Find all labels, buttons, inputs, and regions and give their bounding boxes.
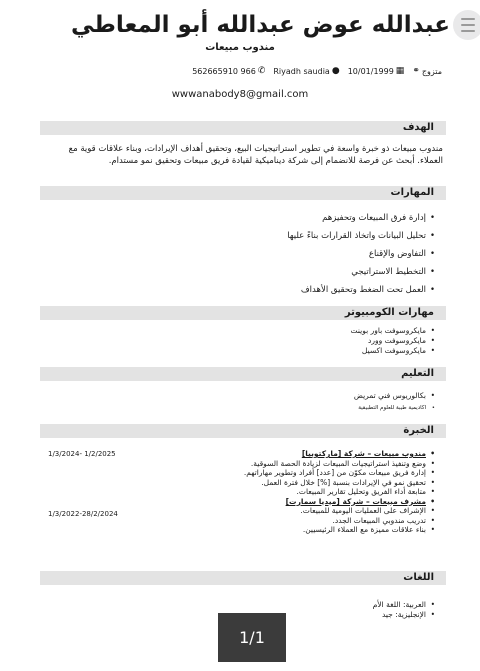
location-text: Riyadh saudia xyxy=(273,66,330,76)
email-link[interactable]: wwwanabody8@gmail.com xyxy=(171,89,309,100)
list-item: • مايكروسوفت باور بوينت xyxy=(135,326,435,336)
list-item: • العمل تحت الضغط وتحقيق الأهداف xyxy=(135,281,435,299)
education-degree: • بكالوريوس فني تمريض xyxy=(135,390,435,402)
location-pin-icon: ● xyxy=(331,66,340,76)
job-role: • مندوب مبيعات – شركة [ماركتوبيا] xyxy=(75,449,435,459)
section-objective: الهدف xyxy=(40,121,446,135)
page-indicator: 1/1 xyxy=(218,613,286,662)
education-list xyxy=(135,390,435,414)
computer-skills-list xyxy=(135,326,435,356)
list-item: • إدارة فرق المبيعات وتحفيزهم xyxy=(135,209,435,227)
list-item: • متابعة أداء الفريق وتحليل تقارير المبيعات. xyxy=(75,487,435,497)
list-item: • بناء علاقات مميزة مع العملاء الرئيسيين. xyxy=(75,525,435,535)
menu-icon[interactable] xyxy=(453,10,480,40)
list-item: • مايكروسوفت اكسيل xyxy=(135,346,435,356)
job-role: • مشرف مبيعات – شركة [ميديا سمارت] xyxy=(75,497,435,507)
list-item: • الإنجليزية: جيد xyxy=(135,610,435,620)
skills-list xyxy=(135,209,435,299)
list-item: • الإشراف على العمليات اليومية للمبيعات. xyxy=(75,506,435,516)
list-item: • تحليل البيانات واتخاذ القرارات بناءً عليها xyxy=(135,227,435,245)
section-education: التعليم xyxy=(40,367,446,381)
contact-row xyxy=(180,66,442,76)
marital-status xyxy=(412,66,442,76)
education-school: • اكاديمية طيبة للعلوم التطبيقية xyxy=(135,402,435,414)
phone-icon: ✆ xyxy=(257,66,266,76)
rings-icon: ⚭ xyxy=(412,66,420,76)
birthdate xyxy=(348,66,405,76)
job-dates: 1/3/2024- 1/2/2025 xyxy=(48,450,116,458)
candidate-name: عبدالله عوض عبدالله أبو المعاطي xyxy=(70,12,450,38)
objective-text: مندوب مبيعات ذو خبرة واسعة في تطوير استراتيجيات البيع، وتحقيق أهداف الإيرادات، وبناء علاقات قوية مع العملاء. أبحث عن فرصة للانضمام إلى شركة ديناميكية لقيادة فريق مبيعات وتحقيق نمو مستدام. xyxy=(68,144,443,166)
section-skills: المهارات xyxy=(40,186,446,200)
calendar-icon: ▦ xyxy=(395,66,405,76)
phone-text: 966 562665910 xyxy=(192,66,256,76)
list-item: • التفاوض والإقناع xyxy=(135,245,435,263)
job-dates: 1/3/2022-28/2/2024 xyxy=(48,510,118,518)
list-item: • وضع وتنفيذ استراتيجيات المبيعات لزيادة الحصة السوقية. xyxy=(75,459,435,469)
experience-list xyxy=(75,449,435,535)
location xyxy=(273,66,339,76)
list-item: • التخطيط الاستراتيجي xyxy=(135,263,435,281)
birthdate-text: 10/01/1999 xyxy=(347,66,394,76)
section-languages: اللغات xyxy=(40,571,446,585)
list-item: • إدارة فريق مبيعات مكوّن من [عدد] أفراد وتطوير مهاراتهم. xyxy=(75,468,435,478)
marital-status-text: متزوج xyxy=(421,66,442,76)
list-item: • مايكروسوفت وورد xyxy=(135,336,435,346)
section-computer-skills: مهارات الكومبيوتر xyxy=(40,306,446,320)
list-item: • تحقيق نمو في الإيرادات بنسبة [%] خلال فترة العمل. xyxy=(75,478,435,488)
list-item: • العربية: اللغة الأم xyxy=(135,600,435,610)
list-item: • تدريب مندوبي المبيعات الجدد. xyxy=(75,516,435,526)
phone xyxy=(192,66,265,76)
job-title: مندوب مبيعات xyxy=(205,42,275,53)
section-experience: الخبرة xyxy=(40,424,446,438)
